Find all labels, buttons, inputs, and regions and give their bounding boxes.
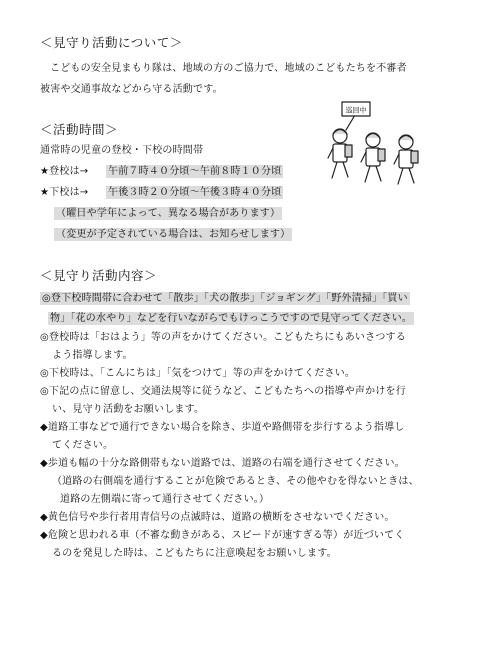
time-subheading: 通常時の児童の登校・下校の時間帯 [40,145,204,156]
content-line: ◆黄色信号や歩行者用青信号の点滅時は、道路の横断をさせないでください。 [40,512,395,523]
content-line-text: ◎登下校時間帯に合わせて「散歩」「犬の散歩」「ジョギング」「野外清掃」「買い [42,293,408,304]
content-line [40,292,410,305]
child-2 [361,133,385,182]
content-line: ◆危険と思われる車（不審な動きがある、スピードが速すぎる等）が近づいてく [40,530,405,541]
time-note-2 [54,228,292,241]
content-line: い、見守り活動をお願いします。 [52,404,205,415]
flag-text: 巡回中 [345,106,367,115]
back-time [106,186,283,199]
content-line: ◆道路工事などで通行できない場合を除き、歩道や路側帯を歩行するよう指導し [40,422,405,433]
content-line-text: 物」「花の水やり」などを行いながらでもけっこうですので見守ってください。 [50,313,413,324]
heading-content: ＜見守り活動内容＞ [40,268,158,283]
back-time-text: 午後３時２０分頃～午後３時４０分頃 [108,187,282,198]
content-line: ◎登校時は「おはよう」等の声をかけてください。こどもたちにもあいさつする [40,332,406,343]
time-note-1 [54,207,282,220]
content-line: ◎下記の点に留意し、交通法規等に従うなど、こどもたちへの指導や声かけを行 [40,386,406,397]
go-time-text: 午前７時４０分頃～午前８時１０分頃 [108,166,282,177]
child-3 [394,135,418,184]
go-label: ★登校は→ [40,166,89,177]
about-line-1: こどもの安全見まもり隊は、地域の方のご協力で、地域のこどもたちを不審者 [50,63,407,74]
content-line: ◎下校時は、「こんにちは」「気をつけて」等の声をかけてください。 [40,368,356,379]
content-line: 道路の左側端に寄って通行させてください。） [60,494,270,505]
content-line: （道路の右側端を通行することが危険であるとき、その他やむを得ないときは、 [52,476,419,487]
content-line: ◆歩道も幅の十分な路側帯もない道路では、道路の右端を通行させてください。 [40,458,405,469]
content-line: るのを発見した時は、こどもたちに注意喚起をお願いします。 [52,548,337,559]
heading-about: ＜見守り活動について＞ [40,35,183,50]
children-walking-illustration [318,100,434,192]
heading-time: ＜活動時間＞ [40,122,119,137]
back-label: ★下校は→ [40,187,89,198]
about-line-2: 被害や交通事故などから守る活動です。 [40,84,223,95]
go-time [106,165,283,178]
content-line [48,312,414,325]
time-note-2-text: （変更が予定されている場合は、お知らせします） [56,229,291,240]
time-note-1-text: （曜日や学年によって、異なる場合があります） [56,208,281,219]
content-line: てください。 [52,440,114,451]
content-line: よう指導します。 [52,350,133,361]
child-1 [328,129,352,178]
